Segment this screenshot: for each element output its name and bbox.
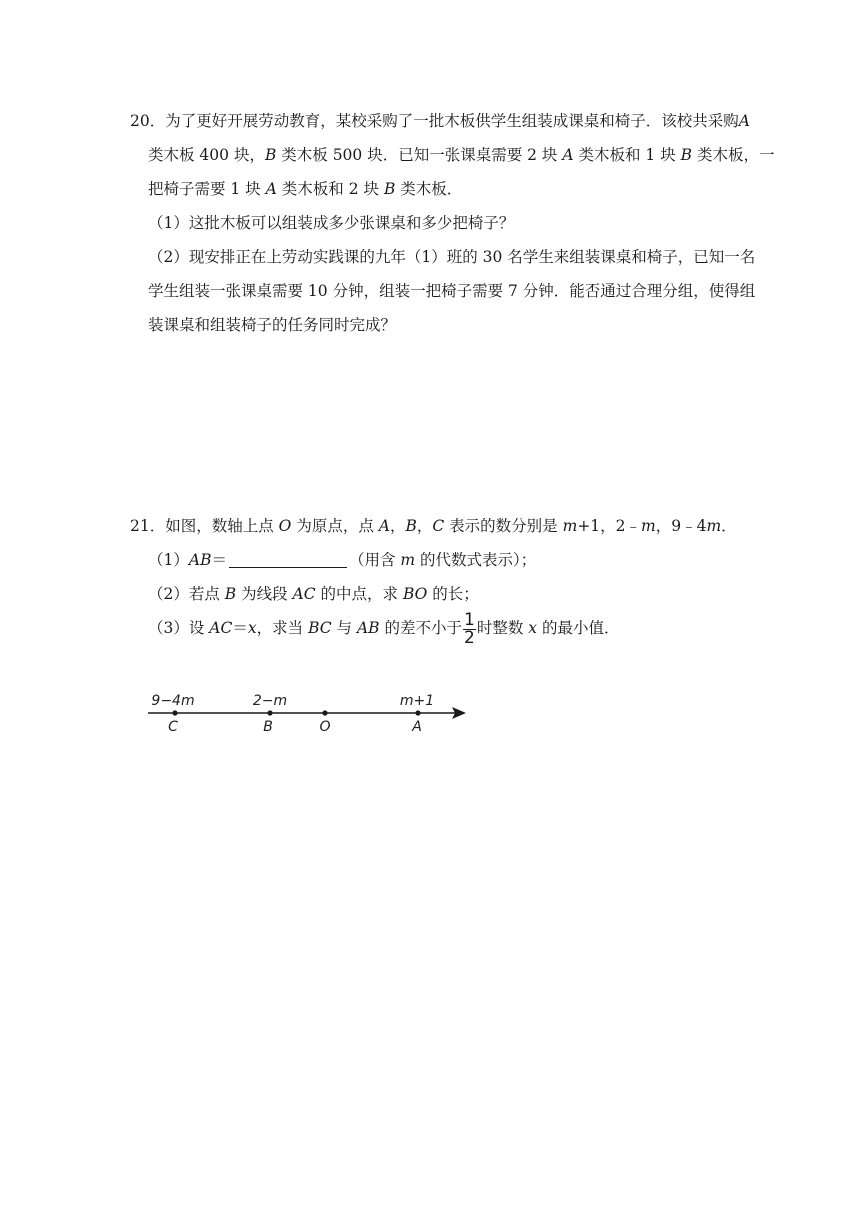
q20-line1: 20．为了更好开展劳动教育，某校采购了一批木板供学生组装成课桌和椅子．该校共采购A [130, 112, 750, 130]
question-21 [130, 509, 740, 647]
point-o-dot [322, 710, 327, 715]
label-point-c: C [168, 719, 178, 735]
number-line-figure [140, 686, 480, 746]
q20-subquestion-2-line1: （2）现安排正在上劳动实践课的九年（1）班的 30 名学生来组装课桌和椅子，已知一名 [148, 248, 756, 266]
q20-subquestion-2-line2: 学生组装一张课桌需要 10 分钟，组装一把椅子需要 7 分钟．能否通过合理分组，使得组 [148, 282, 756, 300]
q21-subquestion-3: （3）设 AC＝x，求当 BC 与 AB 的差不小于 $\frac{1}{2}$ 时整数 x 的最小值． [148, 609, 620, 648]
answer-blank[interactable] [229, 549, 347, 568]
label-c-value: 9−4m [151, 693, 195, 709]
q21-line1: 21．如图，数轴上点 O 为原点，点 A，B，C 表示的数分别是 m+1，2﹣m，9﹣4m． [130, 517, 737, 535]
q20-subquestion-2-line3: 装课桌和组装椅子的任务同时完成？ [148, 316, 397, 334]
fraction-one-half: $\frac{1}{2}$ [464, 609, 475, 648]
q20-subquestion-1: （1）这批木板可以组装成多少张课桌和多少把椅子？ [148, 214, 515, 232]
q20-line2: 类木板 400 块，B 类木板 500 块．已知一张课桌需要 2 块 A 类木板和 1 块 B 类木板，一 [148, 146, 775, 164]
number-line-svg [140, 686, 480, 746]
q21-subquestion-2: （2）若点 B 为线段 AC 的中点，求 BO 的长； [148, 585, 479, 603]
question-number: 21． [130, 517, 166, 535]
label-b-value: 2−m [252, 693, 288, 709]
label-point-a: A [412, 719, 422, 735]
question-number: 20． [130, 112, 166, 130]
question-20 [130, 104, 775, 342]
label-point-o: O [319, 719, 331, 735]
label-point-b: B [263, 719, 273, 735]
point-b-dot [267, 710, 272, 715]
point-c-dot [172, 710, 177, 715]
point-a-dot [415, 710, 420, 715]
label-a-value: m+1 [399, 693, 435, 709]
q21-subquestion-1: （1）AB＝ （用含 m 的代数式表示）； [148, 551, 537, 569]
q20-line3: 把椅子需要 1 块 A 类木板和 2 块 B 类木板． [148, 180, 463, 198]
